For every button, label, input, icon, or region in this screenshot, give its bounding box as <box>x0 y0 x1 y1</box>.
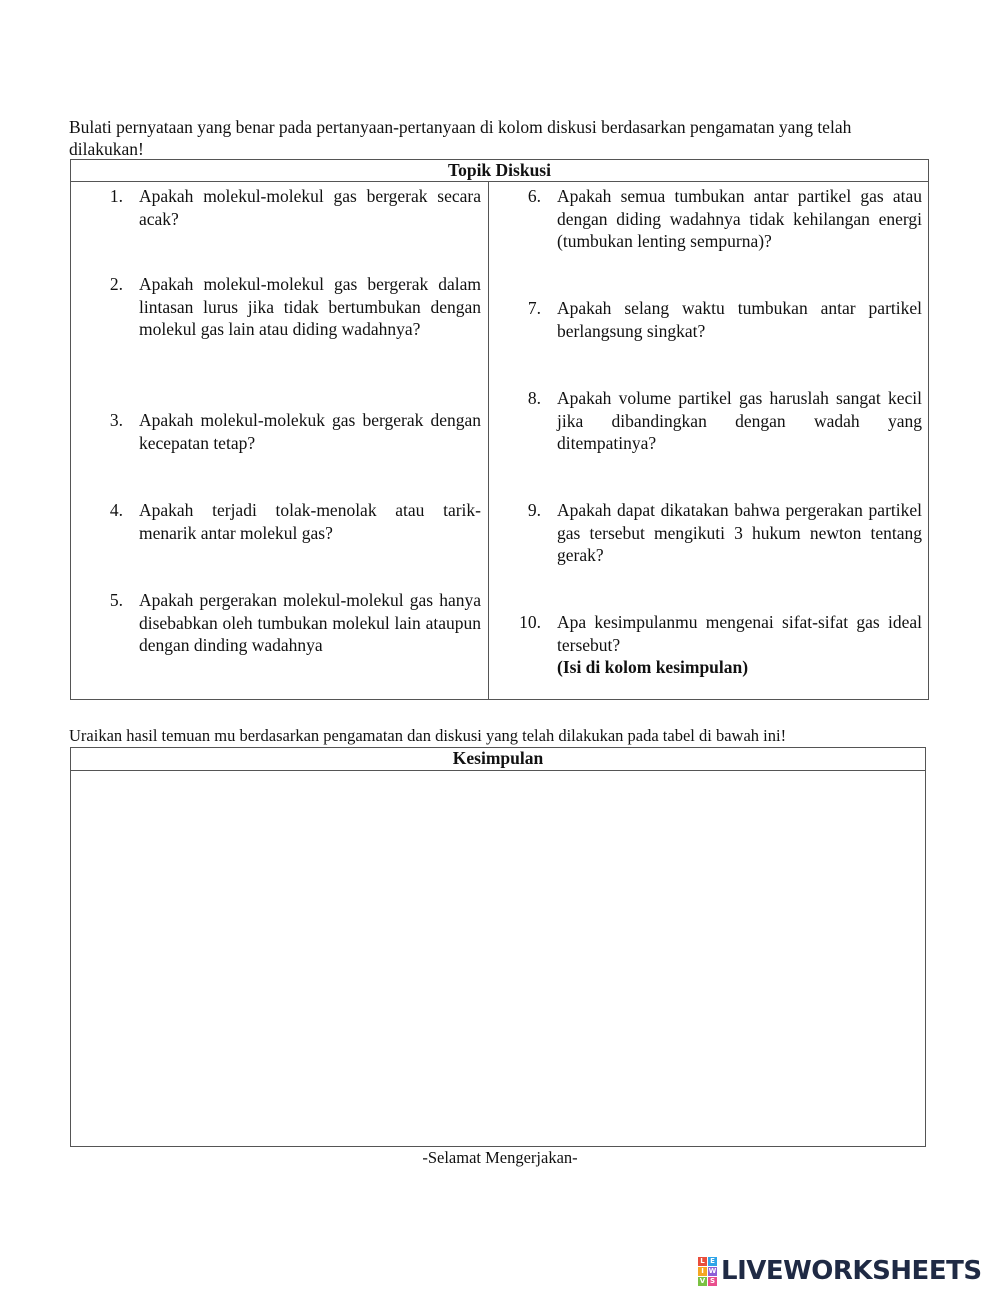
instruction-bottom: Uraikan hasil temuan mu berdasarkan pengamatan dan diskusi yang telah dilakukan pada tabel di bawah ini! <box>69 726 787 745</box>
question-number: 7. <box>527 298 541 318</box>
question-text: Apakah molekul-molekuk gas bergerak dengan kecepatan tetap? <box>139 410 481 453</box>
question-text <box>557 611 922 679</box>
question-8 <box>519 387 922 455</box>
question-number: 4. <box>109 500 123 520</box>
question-text: Apakah molekul-molekul gas bergerak secara acak? <box>139 186 481 229</box>
question-number: 5. <box>109 590 123 610</box>
question-1 <box>101 185 481 230</box>
question-2 <box>101 273 481 341</box>
logo-block: W <box>708 1267 717 1275</box>
logo-block: V <box>699 1277 706 1285</box>
question-note: (Isi di kolom kesimpulan) <box>557 657 749 677</box>
question-number: 1. <box>109 186 123 206</box>
question-9 <box>519 499 922 567</box>
liveworksheets-logo <box>698 1256 982 1286</box>
question-text-main: Apa kesimpulanmu mengenai sifat-sifat gas ideal tersebut? <box>557 612 922 655</box>
closing-text: -Selamat Mengerjakan- <box>422 1148 578 1167</box>
question-3 <box>101 409 481 454</box>
question-text: Apakah semua tumbukan antar partikel gas atau dengan diding wadahnya tidak kehilangan energi (tumbukan lenting sempurna)? <box>557 186 922 251</box>
question-number: 8. <box>527 388 541 408</box>
question-text: Apakah selang waktu tumbukan antar partikel berlangsung singkat? <box>557 298 922 341</box>
logo-block: L <box>698 1257 707 1266</box>
kesimpulan-table <box>70 747 926 1147</box>
kesimpulan-header: Kesimpulan <box>71 748 925 771</box>
question-text: Apakah dapat dikatakan bahwa pergerakan partikel gas tersebut mengikuti 3 hukum newton tentang gerak? <box>557 500 922 565</box>
question-7 <box>519 297 922 342</box>
question-text: Apakah terjadi tolak-menolak atau tarik-menarik antar molekul gas? <box>139 500 481 543</box>
topik-diskusi-header: Topik Diskusi <box>71 160 928 182</box>
logo-text: LIVEWORKSHEETS <box>721 1256 982 1286</box>
logo-block: S <box>709 1277 716 1285</box>
question-number: 2. <box>109 274 123 294</box>
question-number: 3. <box>109 410 123 430</box>
question-10 <box>519 611 922 679</box>
question-text: Apakah pergerakan molekul-molekul gas hanya disebabkan oleh tumbukan molekul lain ataupun dengan dinding wadahnya <box>139 590 481 655</box>
question-4 <box>101 499 481 544</box>
question-number: 10. <box>519 612 541 632</box>
question-text: Apakah volume partikel gas haruslah sangat kecil jika dibandingkan dengan wadah yang ditempatinya? <box>557 388 922 453</box>
logo-blocks-icon <box>698 1257 717 1286</box>
question-number: 6. <box>527 186 541 206</box>
instruction-top: Bulati pernyataan yang benar pada pertanyaan-pertanyaan di kolom diskusi berdasarkan pengamatan yang telah dilakukan! <box>69 117 852 159</box>
question-number: 9. <box>527 500 541 520</box>
column-divider <box>488 181 489 699</box>
question-5 <box>101 589 481 657</box>
question-6 <box>519 185 922 253</box>
kesimpulan-answer-area[interactable] <box>71 771 925 1146</box>
logo-block: E <box>708 1257 717 1266</box>
topik-diskusi-table <box>70 159 929 700</box>
logo-block: I <box>698 1267 707 1276</box>
question-text: Apakah molekul-molekul gas bergerak dalam lintasan lurus jika tidak bertumbukan dengan molekul gas lain atau diding wadahnya? <box>139 274 481 339</box>
